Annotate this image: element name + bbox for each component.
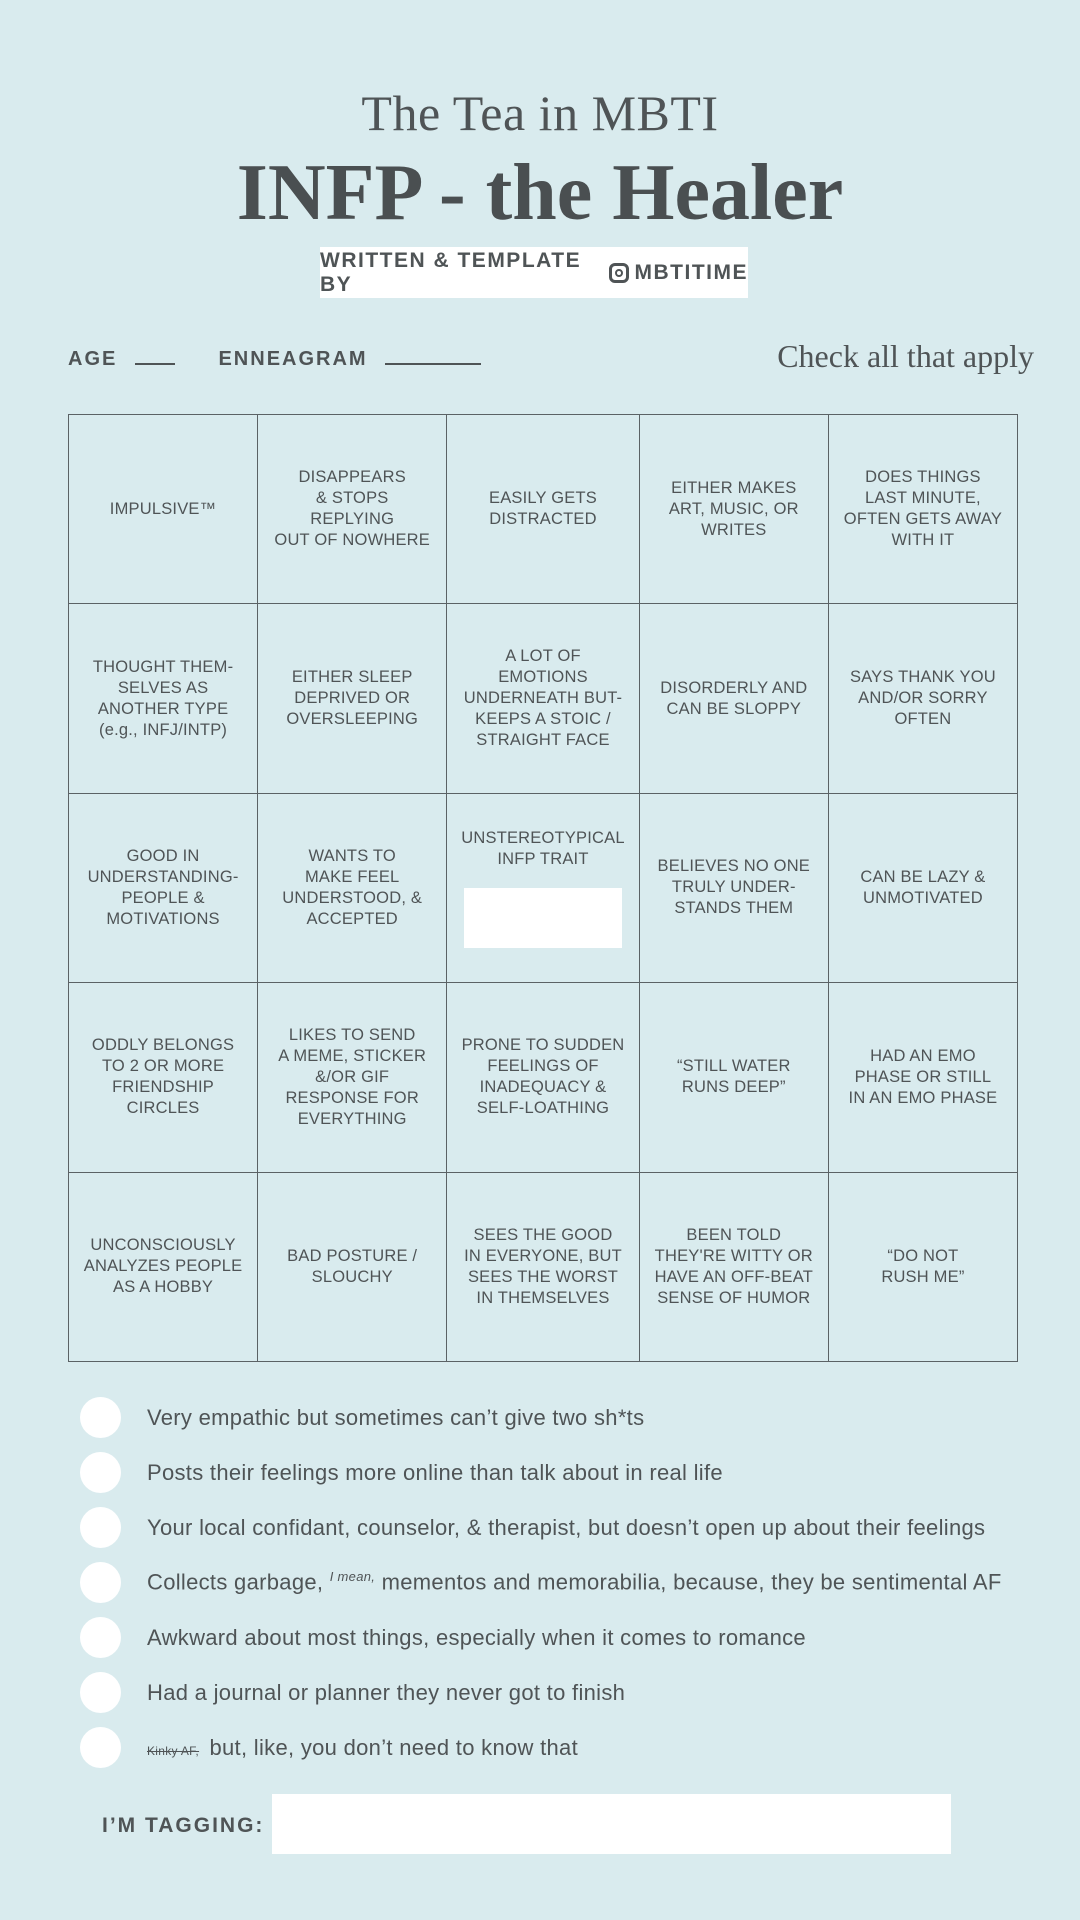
grid-cell-label: DISAPPEARS & STOPS REPLYING OUT OF NOWHERE [274, 468, 430, 550]
grid-cell[interactable] [258, 983, 447, 1172]
grid-cell-label: EASILY GETS DISTRACTED [489, 489, 597, 529]
checkbox[interactable] [80, 1672, 121, 1713]
checklist-text: Very empathic but sometimes can’t give two sh*ts [147, 1404, 645, 1430]
subtitle: The Tea in MBTI [361, 85, 719, 141]
grid-cell-label: UNSTEREOTYPICAL INFP TRAIT [461, 828, 625, 868]
grid-cell[interactable] [69, 415, 258, 604]
grid-cell-label: UNCONSCIOUSLY ANALYZES PEOPLE AS A HOBBY [83, 1236, 243, 1297]
grid-cell-label: HAD AN EMO PHASE OR STILL IN AN EMO PHASE [848, 1046, 998, 1107]
checkbox[interactable] [80, 1452, 121, 1493]
info-fields [68, 347, 481, 371]
checklist-item [80, 1390, 1002, 1445]
instruction-text: Check all that apply [777, 338, 1034, 374]
checklist-text: Posts their feelings more online than talk about in real life [147, 1459, 723, 1485]
grid-cell-center[interactable] [447, 794, 639, 983]
grid-cell-label: LIKES TO SEND A MEME, STICKER &/OR GIF RESPONSE FOR EVERYTHING [278, 1025, 427, 1128]
checklist-item [80, 1665, 1002, 1720]
checklist-text [147, 1735, 578, 1761]
grid-cell-label: BELIEVES NO ONE TRULY UNDER- STANDS THEM [657, 857, 811, 918]
grid-cell[interactable] [258, 415, 447, 604]
checklist-item [80, 1610, 1002, 1665]
grid-cell-label: GOOD IN UNDERSTANDING- PEOPLE & MOTIVATIONS [87, 846, 239, 928]
grid-cell[interactable] [829, 794, 1018, 983]
grid-cell-label: IMPULSIVE™ [109, 499, 217, 518]
credit-badge [320, 247, 748, 298]
grid-cell[interactable] [258, 1173, 447, 1362]
trait-input-box[interactable] [464, 888, 622, 948]
grid-cell-label: PRONE TO SUDDEN FEELINGS OF INADEQUACY & SELF-LOATHING [461, 1036, 625, 1118]
grid-cell[interactable] [258, 604, 447, 793]
grid-cell-label: DOES THINGS LAST MINUTE, OFTEN GETS AWAY WITH IT [843, 468, 1003, 550]
checkbox[interactable] [80, 1507, 121, 1548]
checklist-text-part: mementos and memorabilia, because, they be sentimental AF [381, 1569, 1002, 1595]
grid-cell[interactable] [829, 415, 1018, 604]
checklist [80, 1390, 1002, 1775]
grid-cell-label: BEEN TOLD THEY'RE WITTY OR HAVE AN OFF-BEAT SENSE OF HUMOR [654, 1225, 814, 1307]
grid-cell[interactable] [258, 794, 447, 983]
grid-cell[interactable] [829, 983, 1018, 1172]
grid-cell[interactable] [640, 794, 829, 983]
grid-cell-label: BAD POSTURE / SLOUCHY [287, 1246, 418, 1286]
page-title: INFP - the Healer [236, 149, 844, 237]
checklist-text: Awkward about most things, especially when it comes to romance [147, 1624, 806, 1650]
grid-cell[interactable] [69, 794, 258, 983]
checklist-text [147, 1569, 1002, 1595]
bingo-grid [68, 414, 1018, 1362]
checklist-text-part: Collects garbage, [147, 1569, 324, 1595]
grid-cell[interactable] [69, 604, 258, 793]
grid-cell-label: WANTS TO MAKE FEEL UNDERSTOOD, & ACCEPTED [282, 846, 423, 928]
grid-cell[interactable] [447, 415, 639, 604]
grid-cell-label: THOUGHT THEM- SELVES AS ANOTHER TYPE (e.g., INFJ/INTP) [92, 657, 234, 739]
grid-cell[interactable] [69, 1173, 258, 1362]
credit-handle: MBTITIME [634, 260, 748, 284]
age-label: AGE [68, 348, 118, 370]
checklist-text: Your local confidant, counselor, & therapist, but doesn’t open up about their feelings [147, 1514, 986, 1540]
checkbox[interactable] [80, 1562, 121, 1603]
grid-cell[interactable] [447, 983, 639, 1172]
checklist-aside: I mean, [329, 1569, 376, 1585]
grid-cell-label: SEES THE GOOD IN EVERYONE, BUT SEES THE WORST IN THEMSELVES [464, 1225, 622, 1307]
instagram-icon [609, 263, 628, 283]
grid-cell[interactable] [640, 983, 829, 1172]
tagging-input[interactable] [272, 1794, 951, 1854]
checklist-item [80, 1555, 1002, 1610]
grid-cell[interactable] [829, 604, 1018, 793]
checklist-text: Had a journal or planner they never got to finish [147, 1679, 626, 1705]
grid-cell-label: EITHER SLEEP DEPRIVED OR OVERSLEEPING [286, 668, 419, 729]
age-field[interactable] [135, 347, 175, 365]
enneagram-label: ENNEAGRAM [218, 348, 368, 370]
checklist-item [80, 1445, 1002, 1500]
enneagram-field[interactable] [385, 347, 481, 365]
grid-cell-label: CAN BE LAZY & UNMOTIVATED [860, 867, 986, 907]
grid-cell[interactable] [69, 983, 258, 1172]
grid-cell-label: “DO NOT RUSH ME” [881, 1246, 965, 1286]
grid-cell-label: A LOT OF EMOTIONS UNDERNEATH BUT- KEEPS A STOIC / STRAIGHT FACE [463, 647, 623, 750]
tagging-label: I’M TAGGING: [102, 1814, 265, 1837]
grid-cell[interactable] [640, 415, 829, 604]
checkbox[interactable] [80, 1617, 121, 1658]
credit-prefix: WRITTEN & TEMPLATE BY [320, 248, 582, 296]
grid-cell[interactable] [829, 1173, 1018, 1362]
grid-cell-label: EITHER MAKES ART, MUSIC, OR WRITES [668, 478, 799, 539]
grid-cell[interactable] [640, 604, 829, 793]
grid-cell-label: “STILL WATER RUNS DEEP” [676, 1057, 791, 1097]
grid-cell-label: DISORDERLY AND CAN BE SLOPPY [660, 678, 808, 718]
checklist-item [80, 1500, 1002, 1555]
grid-cell-label: ODDLY BELONGS TO 2 OR MORE FRIENDSHIP CIRCLES [91, 1036, 235, 1118]
grid-cell-label: SAYS THANK YOU AND/OR SORRY OFTEN [850, 668, 996, 729]
grid-cell[interactable] [640, 1173, 829, 1362]
checklist-item [80, 1720, 1002, 1775]
checkbox[interactable] [80, 1397, 121, 1438]
checklist-text-part: but, like, you don’t need to know that [209, 1734, 579, 1760]
strikethrough-text: Kinky AF, [147, 1743, 200, 1758]
grid-cell[interactable] [447, 604, 639, 793]
checkbox[interactable] [80, 1727, 121, 1768]
grid-cell[interactable] [447, 1173, 639, 1362]
